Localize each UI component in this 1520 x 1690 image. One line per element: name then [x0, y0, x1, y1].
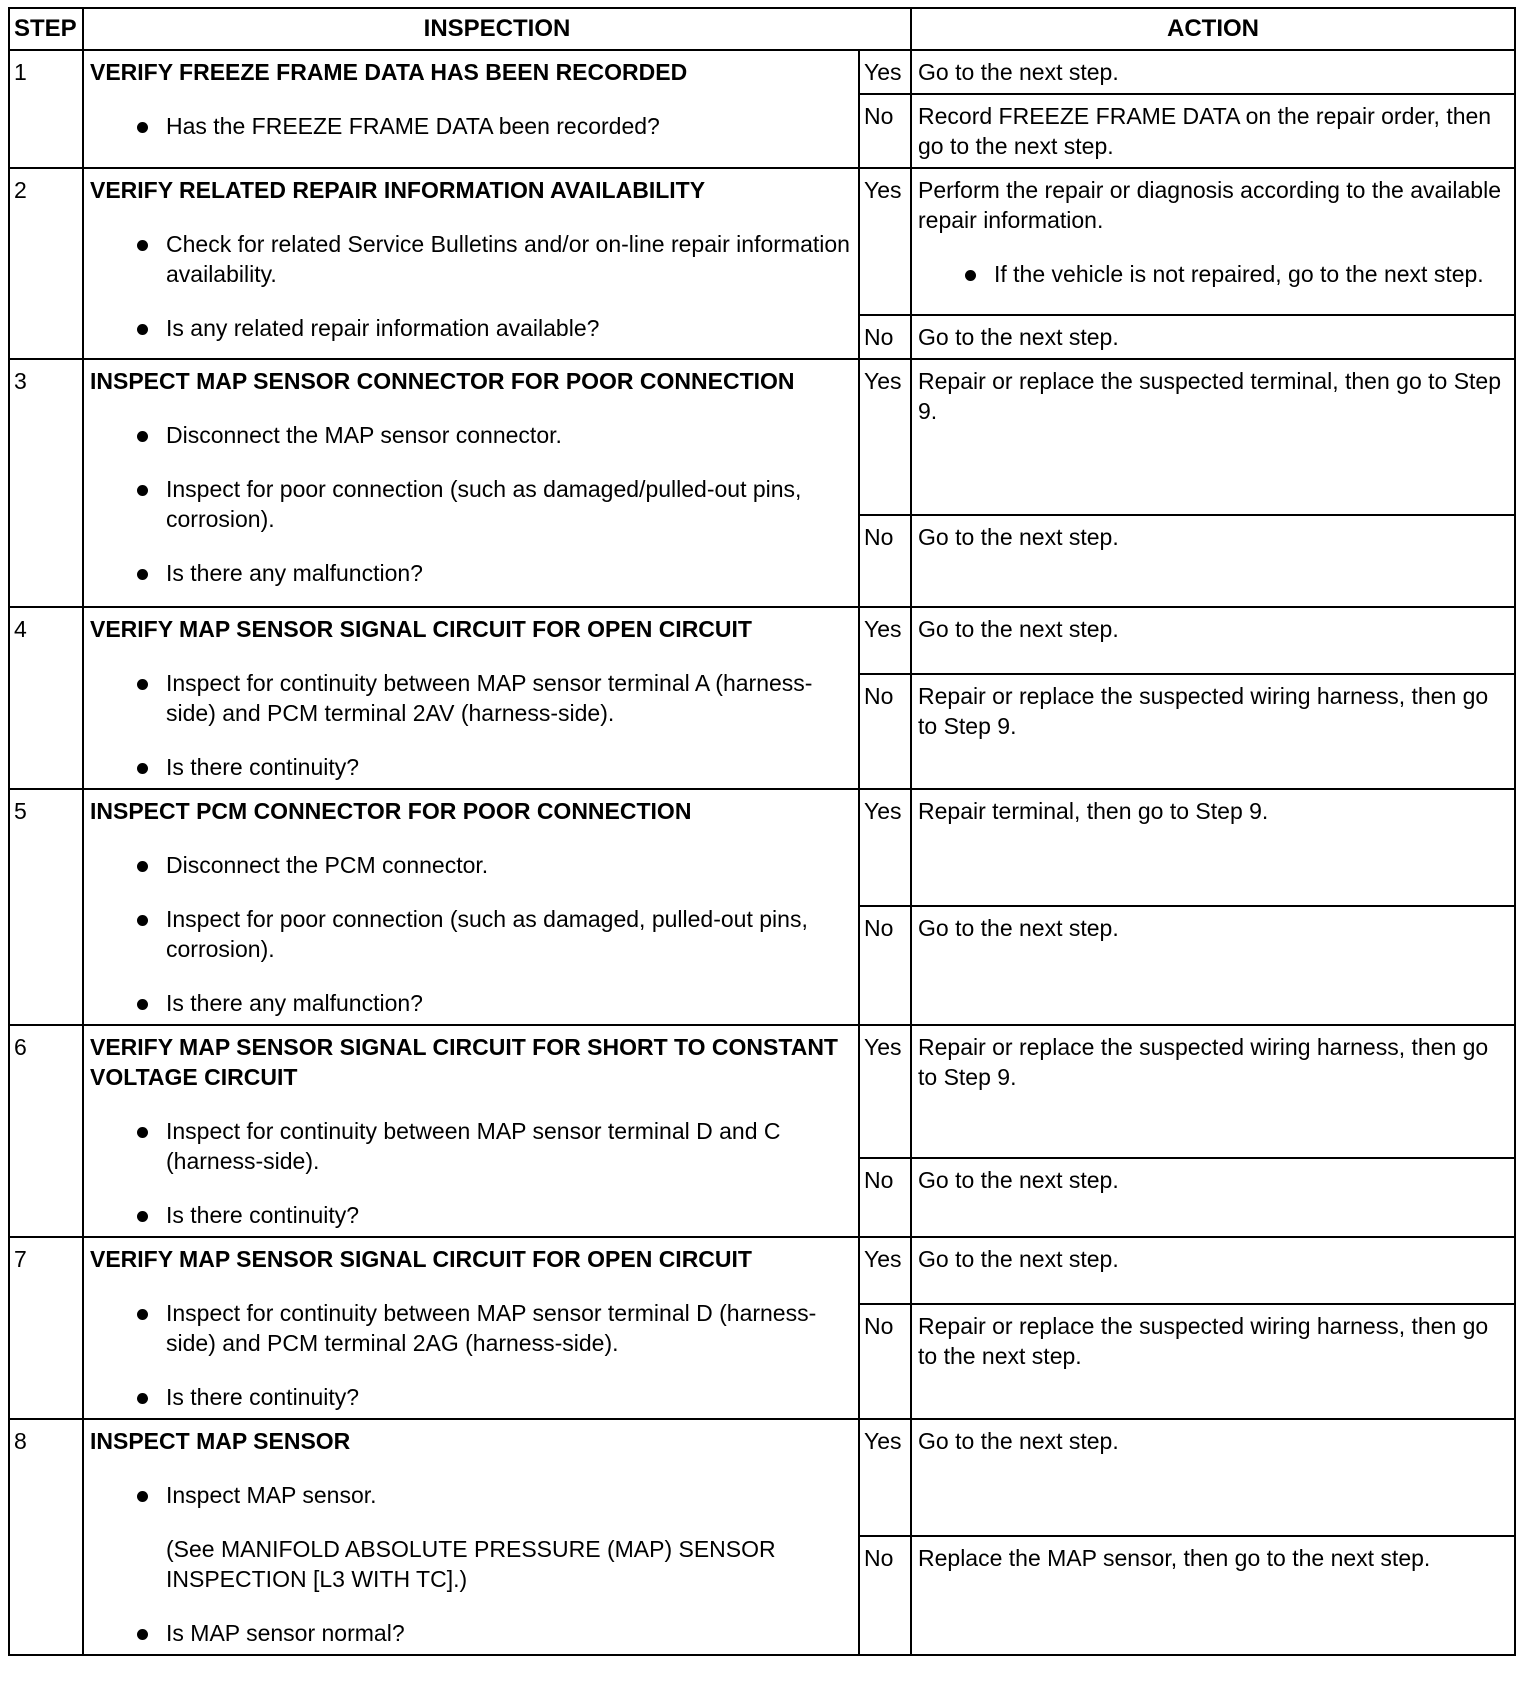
action-column-header: ACTION [911, 8, 1515, 50]
inspection-cell [83, 789, 859, 1025]
no-label: No [859, 906, 911, 1025]
yes-action [911, 1419, 1515, 1536]
inspection-title: INSPECT MAP SENSOR CONNECTOR FOR POOR CONNECTION [90, 368, 795, 394]
no-label: No [859, 315, 911, 359]
yes-action [911, 607, 1515, 674]
inspection-bullet: Is there continuity? [90, 752, 852, 782]
yes-label: Yes [859, 50, 911, 94]
no-action [911, 315, 1515, 359]
inspection-list [90, 420, 852, 588]
no-action-text: Repair or replace the suspected wiring harness, then go to the next step. [918, 1313, 1489, 1370]
no-action-text: Repair or replace the suspected wiring harness, then go to Step 9. [918, 682, 1489, 739]
inspection-list [90, 850, 852, 1018]
inspection-bullet: Is there any malfunction? [90, 558, 852, 588]
step-row-6 [9, 1025, 1515, 1158]
step-row-8 [9, 1419, 1515, 1536]
inspection-cell [83, 607, 859, 789]
no-action [911, 674, 1515, 789]
step-row-5 [9, 789, 1515, 906]
yes-action-bullet: If the vehicle is not repaired, go to the next step. [918, 259, 1508, 289]
inspection-column-header: INSPECTION [83, 8, 911, 50]
no-action-text: Go to the next step. [918, 524, 1119, 550]
no-action-text: Replace the MAP sensor, then go to the next step. [918, 1545, 1431, 1572]
no-label: No [859, 1304, 911, 1419]
yes-action [911, 789, 1515, 906]
inspection-list [90, 1480, 852, 1648]
inspection-bullet: Is there any malfunction? [90, 988, 852, 1018]
inspection-bullet: Is MAP sensor normal? [90, 1618, 852, 1648]
inspection-bullet: Has the FREEZE FRAME DATA been recorded? [90, 111, 852, 141]
no-label: No [859, 515, 911, 607]
inspection-cell [83, 50, 859, 168]
no-label: No [859, 94, 911, 168]
yes-action-text: Go to the next step. [918, 1246, 1119, 1272]
yes-label: Yes [859, 1419, 911, 1536]
step-number: 8 [9, 1419, 83, 1655]
inspection-bullet: Inspect for continuity between MAP sensor terminal A (harness-side) and PCM terminal 2AV (harness-side). [90, 668, 852, 728]
inspection-title: VERIFY FREEZE FRAME DATA HAS BEEN RECORDED [90, 59, 688, 85]
step-column-header: STEP [9, 8, 83, 50]
step-number: 5 [9, 789, 83, 1025]
step-number: 3 [9, 359, 83, 607]
no-action [911, 515, 1515, 607]
yes-action [911, 1237, 1515, 1304]
step-number: 7 [9, 1237, 83, 1419]
step-row-2 [9, 168, 1515, 315]
no-action-text: Go to the next step. [918, 324, 1119, 350]
inspection-bullet: Inspect MAP sensor. [90, 1480, 852, 1510]
inspection-list [90, 111, 852, 141]
yes-label: Yes [859, 607, 911, 674]
yes-label: Yes [859, 359, 911, 515]
no-label: No [859, 674, 911, 789]
no-action-text: Go to the next step. [918, 1167, 1119, 1194]
inspection-list [90, 229, 852, 343]
inspection-bullet: Inspect for continuity between MAP sensor terminal D and C (harness-side). [90, 1116, 852, 1176]
yes-action-text: Go to the next step. [918, 616, 1119, 642]
table-body [9, 50, 1515, 1655]
inspection-note: (See MANIFOLD ABSOLUTE PRESSURE (MAP) SENSOR INSPECTION [L3 WITH TC].) [166, 1536, 776, 1592]
yes-action [911, 50, 1515, 94]
inspection-bullet: Inspect for poor connection (such as damaged, pulled-out pins, corrosion). [90, 904, 852, 964]
no-action [911, 1536, 1515, 1655]
inspection-cell [83, 1237, 859, 1419]
step-row-3 [9, 359, 1515, 515]
inspection-bullet: Disconnect the MAP sensor connector. [90, 420, 852, 450]
no-label: No [859, 1158, 911, 1237]
inspection-bullet: Inspect for continuity between MAP sensor terminal D (harness-side) and PCM terminal 2AG (harness-side). [90, 1298, 852, 1358]
yes-label: Yes [859, 1025, 911, 1158]
step-number: 1 [9, 50, 83, 168]
inspection-bullet: Is any related repair information available? [90, 313, 852, 343]
yes-action-text: Go to the next step. [918, 59, 1119, 85]
no-label: No [859, 1536, 911, 1655]
no-action [911, 906, 1515, 1025]
inspection-list [90, 668, 852, 782]
inspection-bullet: Is there continuity? [90, 1382, 852, 1412]
inspection-title: INSPECT MAP SENSOR [90, 1428, 351, 1454]
inspection-cell [83, 1025, 859, 1237]
yes-action-text: Go to the next step. [918, 1428, 1119, 1454]
step-row-4 [9, 607, 1515, 674]
inspection-title: VERIFY MAP SENSOR SIGNAL CIRCUIT FOR OPEN CIRCUIT [90, 1246, 752, 1272]
step-number: 2 [9, 168, 83, 359]
inspection-bullet: Is there continuity? [90, 1200, 852, 1230]
no-action [911, 94, 1515, 168]
inspection-cell [83, 1419, 859, 1655]
yes-action-text: Repair or replace the suspected wiring harness, then go to Step 9. [918, 1034, 1489, 1090]
inspection-title: VERIFY MAP SENSOR SIGNAL CIRCUIT FOR SHORT TO CONSTANT VOLTAGE CIRCUIT [90, 1034, 838, 1090]
inspection-title: VERIFY MAP SENSOR SIGNAL CIRCUIT FOR OPEN CIRCUIT [90, 616, 752, 642]
yes-action-text: Perform the repair or diagnosis according to the available repair information. [918, 177, 1501, 233]
step-number: 6 [9, 1025, 83, 1237]
yes-action [911, 168, 1515, 315]
step-row-7 [9, 1237, 1515, 1304]
inspection-title: VERIFY RELATED REPAIR INFORMATION AVAILABILITY [90, 177, 706, 203]
no-action-text: Go to the next step. [918, 915, 1119, 942]
inspection-bullet: Inspect for poor connection (such as damaged/pulled-out pins, corrosion). [90, 474, 852, 534]
header-row [9, 8, 1515, 50]
step-row-1 [9, 50, 1515, 94]
inspection-bullet: Disconnect the PCM connector. [90, 850, 852, 880]
no-action-text: Record FREEZE FRAME DATA on the repair order, then go to the next step. [918, 103, 1492, 159]
yes-action [911, 359, 1515, 515]
diagnostic-table [8, 7, 1516, 1656]
inspection-cell [83, 168, 859, 359]
inspection-title: INSPECT PCM CONNECTOR FOR POOR CONNECTION [90, 798, 692, 824]
yes-action-text: Repair or replace the suspected terminal, then go to Step 9. [918, 368, 1502, 424]
no-action [911, 1158, 1515, 1237]
no-action [911, 1304, 1515, 1419]
step-number: 4 [9, 607, 83, 789]
yes-action [911, 1025, 1515, 1158]
inspection-bullet: Check for related Service Bulletins and/or on-line repair information availability. [90, 229, 852, 289]
inspection-list [90, 1298, 852, 1412]
yes-label: Yes [859, 168, 911, 315]
yes-label: Yes [859, 789, 911, 906]
yes-action-text: Repair terminal, then go to Step 9. [918, 798, 1269, 824]
yes-label: Yes [859, 1237, 911, 1304]
inspection-cell [83, 359, 859, 607]
inspection-list [90, 1116, 852, 1230]
